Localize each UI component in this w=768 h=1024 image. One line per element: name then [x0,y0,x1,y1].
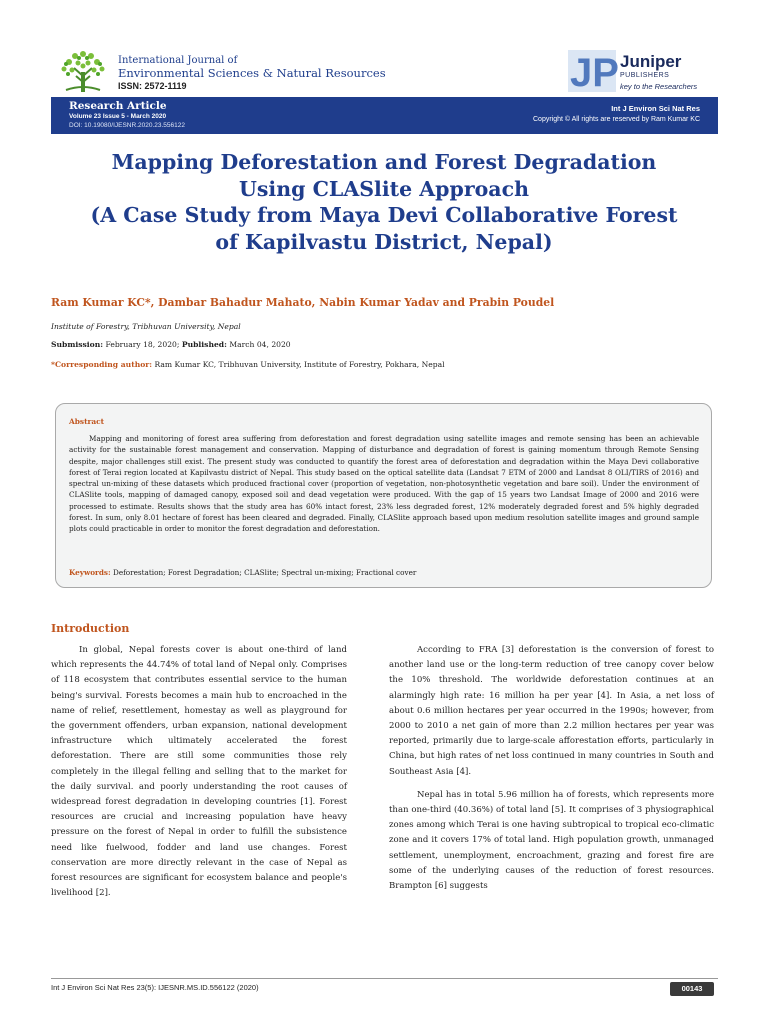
title-line: of Kapilvastu District, Nepal) [215,229,553,254]
journal-name-line1: International Journal of [118,55,238,66]
abstract-body: Mapping and monitoring of forest area suffering from deforestation and forest degradation using satellite images and remote sensing has been an achievable activity for the sustainable forest management and conservation. Mapping of disturbance and degradation of forest is gaining momentum through Remote Sensing despite, major challenges still exist. The present study was conducted to quantify the forest area of deforestation and degradation within the Maya Devi collaborative forest of Terai region located at Kapilvastu district of Nepal. This study based on the optical satellite data (Landsat 7 ETM of 2000 and Landsat 8 OLI/TIRS of 2016) and spectral un-mixing of these datasets which produced fractional cover (proportion of vegetation, non-photosynthetic vegetation and bare soil). Under the environment of CLASlite tools, mapping of damaged canopy, exposed soil and dead vegetation were produced. With the gap of 15 years two Landsat Image of 2000 and 2016 were processed to estimate. Results shows that the study area has 60% intact forest, 23% less degraded forest, 12% moderately degraded forest and 5% highly degraded forest. In sum, only 8.01 hectare of forest has been cleared and degraded. Finally, CLASlite approach based upon medium resolution satellite images and ground sample plots could practicable in order to monitor the forest degradation and deforestation. [69,434,699,533]
abstract-heading: Abstract [69,417,105,426]
corresponding-author [51,360,445,369]
paragraph: According to FRA [3] deforestation is the conversion of forest to another land use or the long-term reduction of tree canopy cover below the 10% threshold. The worldwide deforestation continues at an alarmingly high rate: 16 million ha per year [4]. In Asia, a net loss of about 0.6 million hectares per year occurred in the 1990s; however, from 2000 to 2010 a net gain of more than 2.2 million hectares per year was reported, primarily due to large-scale afforestation efforts, particularly in China, but high rates of net loss continued in many countries in South and Southeast Asia [4]. [389,645,714,777]
keywords-label: Keywords: [69,568,111,577]
left-column [51,643,347,901]
affiliation: Institute of Forestry, Tribhuvan University, Nepal [51,322,241,331]
article-doi[interactable]: DOI: 10.19080/IJESNR.2020.23.556122 [69,122,185,129]
submission-label: Submission: [51,340,104,349]
page-number: 00143 [670,982,714,996]
published-date: March 04, 2020 [226,340,291,349]
title-line: Using CLASlite Approach [239,176,529,201]
publisher-tagline: key to the Researchers [620,82,698,91]
publisher-name: Juniper [620,52,682,71]
footer-citation: Int J Environ Sci Nat Res 23(5): IJESNR.MS.ID.556122 (2020) [51,983,259,992]
right-column [389,643,714,894]
paragraph: Nepal has in total 5.96 million ha of forests, which represents more than one-third (40.36%) of total land [5]. It comprises of 3 physiographical zones among which Terai is one having subtropical to tropical eco-climatic zone and it covers 17% of total land. High population growth, unmanaged settlement, unemployment, encroachment, grazing and forest fire are some of the underlying causes of the reduction of forest resources. Brampton [6] suggests [389,789,714,892]
title-line: Mapping Deforestation and Forest Degradation [111,150,657,174]
footer-divider [51,978,718,979]
publication-dates [51,340,291,349]
journal-tree-logo [52,46,114,94]
corresponding-label: *Corresponding author: [51,360,153,369]
journal-abbrev: Int J Environ Sci Nat Res [611,104,700,113]
introduction-heading: Introduction [51,622,130,635]
keywords [69,568,416,577]
submission-date: February 18, 2020; [103,340,182,349]
article-type: Research Article [69,100,167,112]
corresponding-text: Ram Kumar KC, Tribhuvan University, Institute of Forestry, Pokhara, Nepal [152,360,445,369]
journal-issn: ISSN: 2572-1119 [118,81,187,91]
title-line: (A Case Study from Maya Devi Collaborative Forest [90,203,678,227]
journal-name-line2: Environmental Sciences & Natural Resources [118,66,386,80]
copyright-notice: Copyright © All rights are reserved by Ram Kumar KC [533,116,700,123]
paragraph: In global, Nepal forests cover is about one-third of land which represents the 44.74% of total land of Nepal only. Comprises of 118 ecosystem that contributes essential service to the human being's survival. Forests becomes a main hub to encroached in the name of relief, resettlement, homestay as well as playground for the government offenders, urban expansion, national development infrastructure which ultimately accelerated the forest deforestation. There are still some communities those rely completely in the illegal felling and selling that to the market for the daily survival. and poorly understanding the root causes of widespread forest degradation in developing countries [1]. Forest resources are crucial and increasing population have heavy pressure on the forest of Nepal in order to fulfill the subsistence need like fuelwood, fodder and land use changes. Forest conservation are more directly relevant in the case of Nepal as forest resources are significant for ecosystem balance and people's livelihood [2]. [51,645,347,899]
published-label: Published: [181,340,227,349]
article-banner [51,97,718,134]
article-volume: Volume 23 Issue 5 - March 2020 [69,113,167,120]
author-list: Ram Kumar KC*, Dambar Bahadur Mahato, Nabin Kumar Yadav and Prabin Poudel [51,296,555,309]
keywords-list: Deforestation; Forest Degradation; CLASlite; Spectral un-mixing; Fractional cover [110,568,417,577]
svg-text:JP: JP [570,51,619,94]
paper-title [40,149,728,255]
journal-name [118,54,386,93]
publisher-sub: PUBLISHERS [620,72,670,79]
